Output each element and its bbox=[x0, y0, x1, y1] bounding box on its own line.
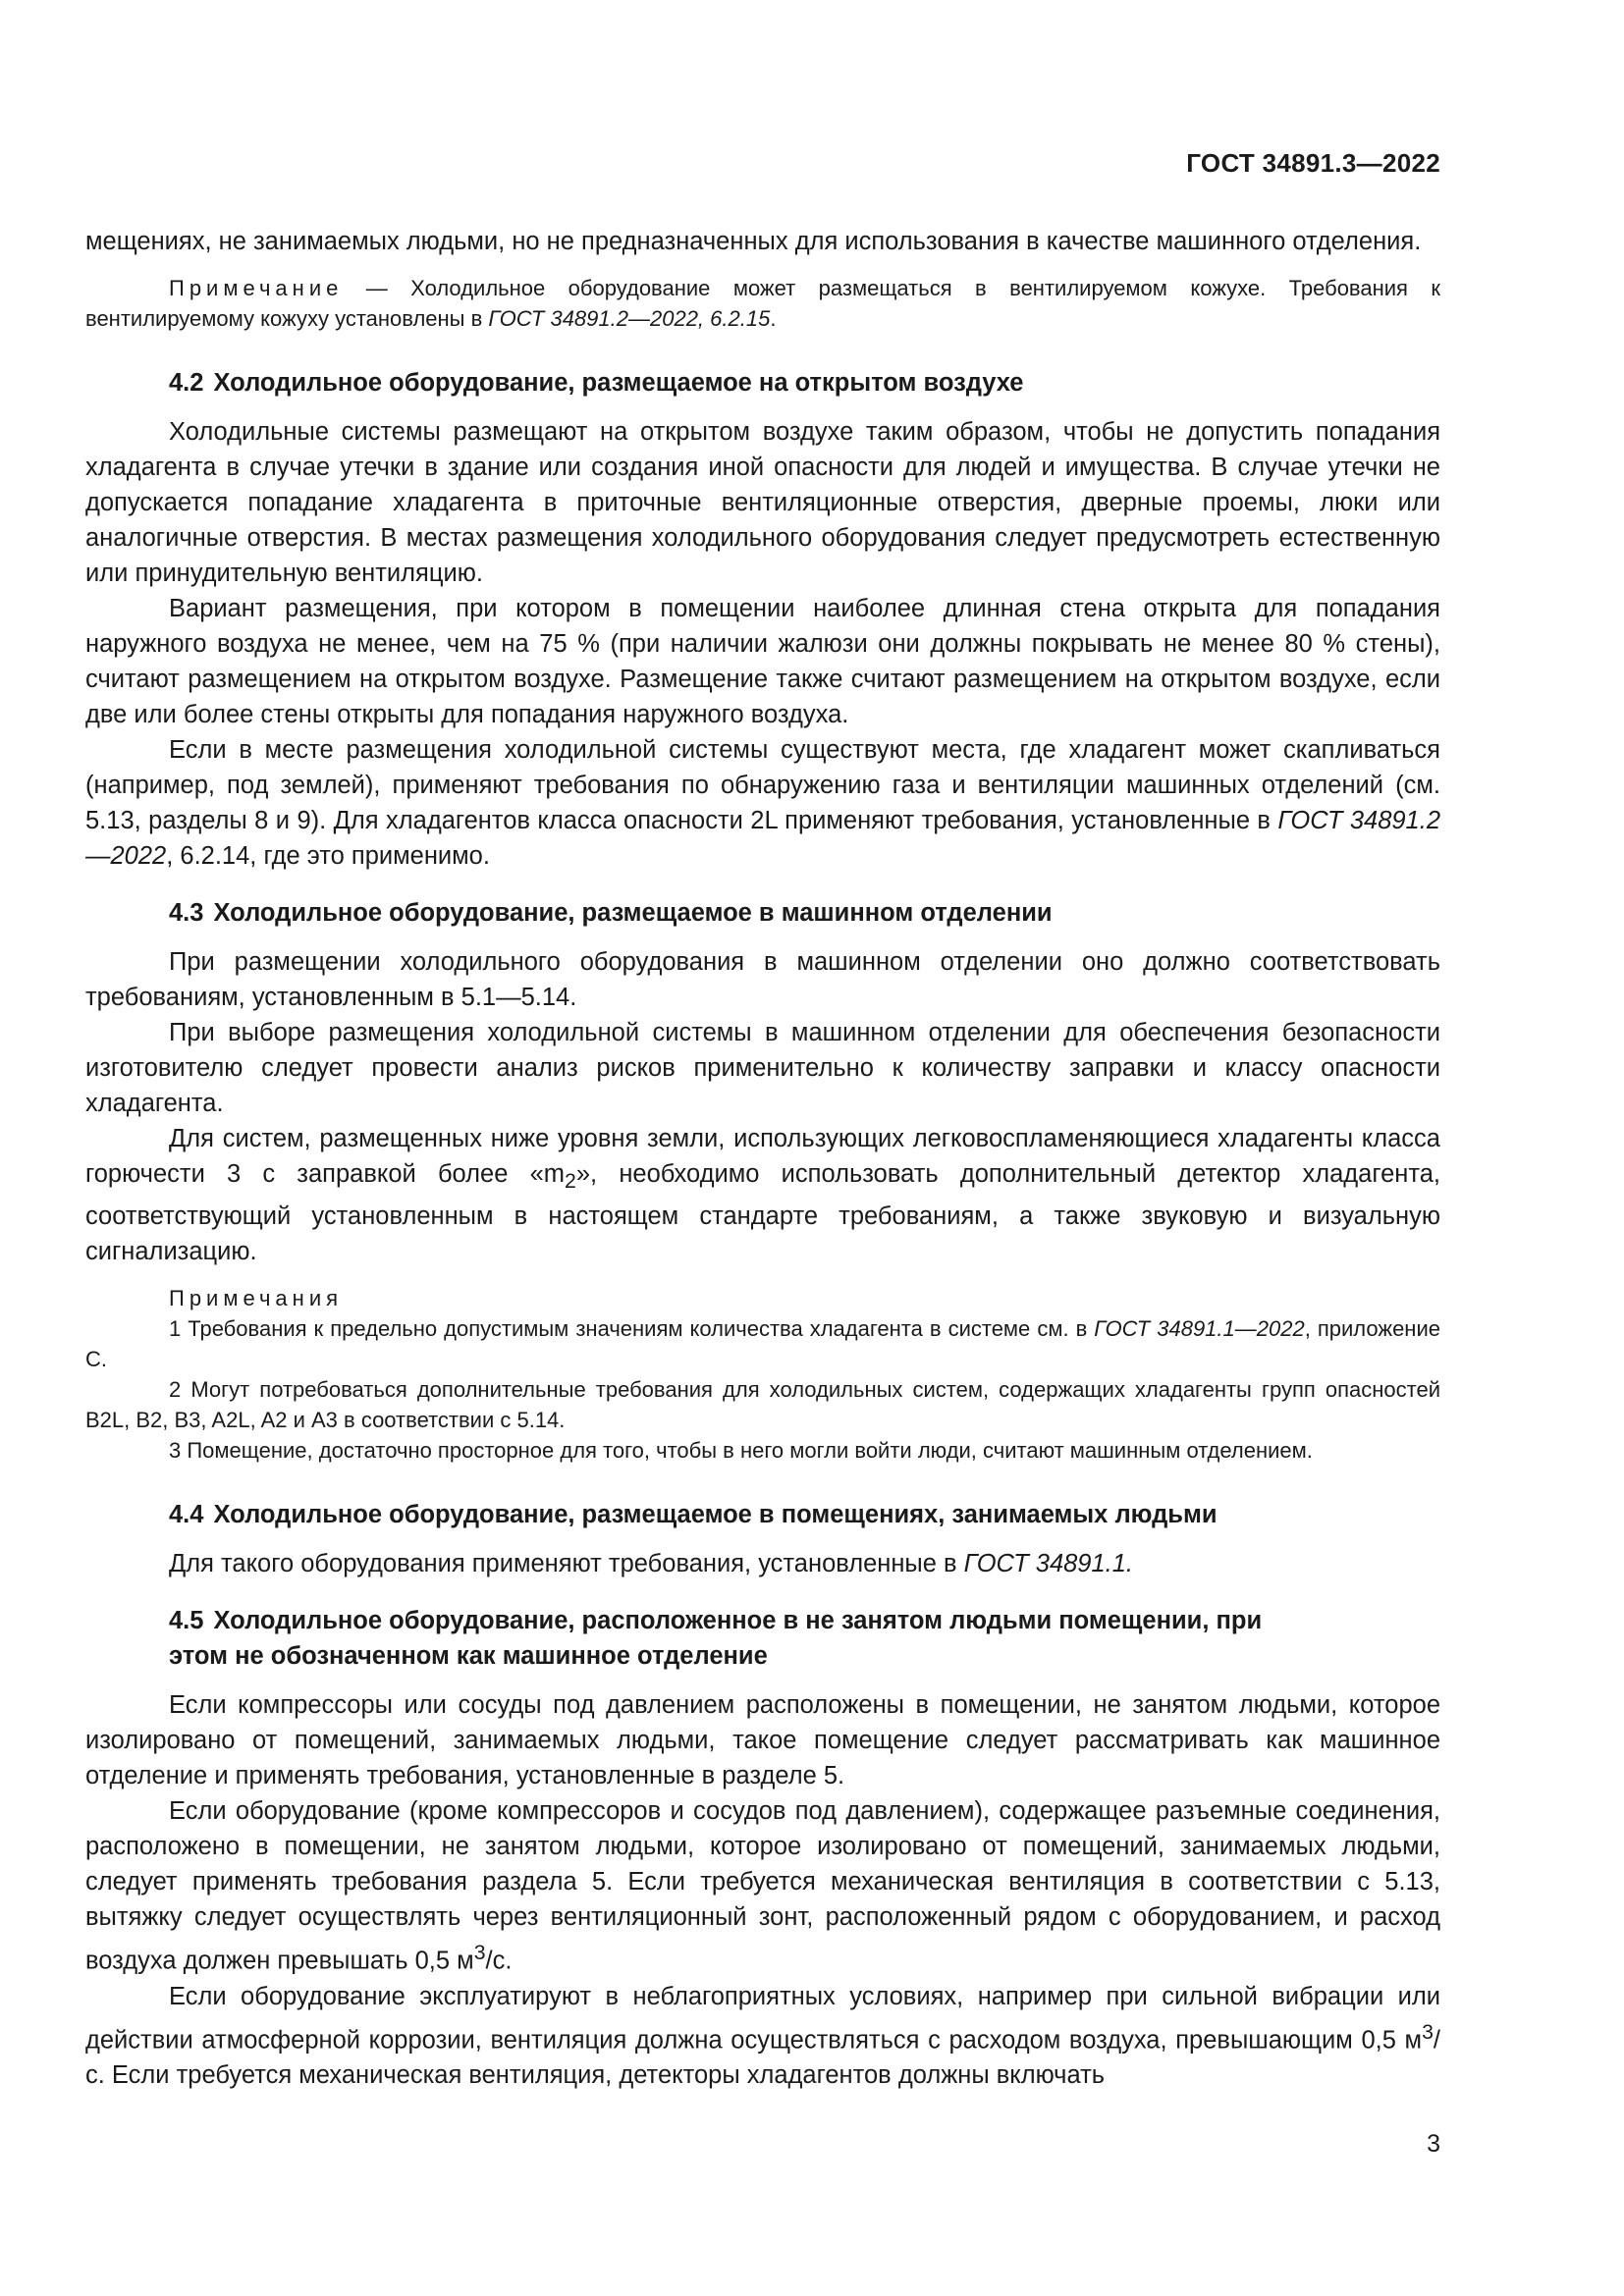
paragraph bbox=[85, 1546, 1440, 1581]
document-code-header: ГОСТ 34891.3—2022 bbox=[1186, 148, 1440, 178]
reference: ГОСТ 34891.2—2022 bbox=[85, 807, 1441, 870]
continuation-paragraph: мещениях, не занимаемых людьми, но не предназначенных для использования в качестве машинного отделения. bbox=[85, 228, 1422, 255]
text: Для систем, размещенных ниже уровня земли, использующих легковоспламеняющиеся хладагенты класса горючести 3 с заправкой более «m bbox=[85, 1125, 1440, 1188]
reference: ГОСТ 34891.1—2022 bbox=[1094, 1316, 1305, 1342]
note-item: 3 Помещение, достаточно просторное для того, чтобы в него могли войти люди, считают машинным отделением. bbox=[169, 1438, 1313, 1464]
paragraph: При выборе размещения холодильной системы в машинном отделении для обеспечения безопасности изготовителю следует провести анализ рисков применительно к количеству заправки и классу опасности хладагента. bbox=[85, 1019, 1440, 1117]
note-text-end: . bbox=[770, 306, 777, 331]
text: 1 Требования к предельно допустимым значениям количества хладагента в системе см. в bbox=[169, 1316, 1095, 1342]
text: Если в месте размещения холодильной системы существуют места, где хладагент может скапливаться (например, под землей), применяют требования по обнаружению газа и вентиляции машинных отделений (см. 5.13, разделы 8 и 9). Для хладагентов класса опасности 2L применяют требования, установленные в bbox=[85, 736, 1440, 834]
note-text: — Холодильное оборудование может размещаться в вентилируемом кожухе. Требования к вентилируемому кожуху установлены в bbox=[85, 276, 1440, 331]
text: Если оборудование эксплуатируют в неблагоприятных условиях, например при сильной вибрации или действии атмосферной коррозии, вентиляция должна осуществляться с расходом воздуха, превышающим 0,5 м bbox=[85, 1982, 1440, 2055]
text: », необходимо использовать дополнительный детектор хладагента, соответствующий установленным в настоящем стандарте требованиям, а также звуковую и визуальную сигнализацию. bbox=[85, 1160, 1440, 1266]
section-number: 4.2 bbox=[169, 369, 204, 397]
section-4-5-heading bbox=[85, 1603, 1440, 1674]
intro-note bbox=[85, 273, 1440, 334]
note-item bbox=[85, 1313, 1440, 1374]
paragraph: Вариант размещения, при котором в помещении наиболее длинная стена открыта для попадания наружного воздуха не менее, чем на 75 % (при наличии жалюзи они должны покрывать не менее 80 % стены), считают размещением на открытом воздухе. Размещение также считают размещением на открытом воздухе, если две или более стены открыты для попадания наружного воздуха. bbox=[85, 595, 1440, 728]
reference: ГОСТ 34891.1. bbox=[963, 1550, 1134, 1578]
text: /с. bbox=[485, 1947, 513, 1975]
paragraph bbox=[85, 732, 1440, 874]
section-title: Холодильное оборудование, размещаемое в машинном отделении bbox=[213, 899, 1053, 927]
section-4-2-heading bbox=[85, 365, 1440, 400]
paragraph: При размещении холодильного оборудования в машинном отделении оно должно соответствовать требованиям, установленным в 5.1—5.14. bbox=[85, 948, 1440, 1011]
paragraph bbox=[85, 1121, 1440, 1269]
paragraph: Холодильные системы размещают на открытом воздухе таким образом, чтобы не допустить попадания хладагента в случае утечки в здание или создания иной опасности для людей и имущества. В случае утечки не допускается попадание хладагента в приточные вентиляционные отверстия, дверные проемы, люки или аналогичные отверстия. В местах размещения холодильного оборудования следует предусмотреть естественную или принудительную вентиляцию. bbox=[85, 418, 1440, 587]
note-item: 2 Могут потребоваться дополнительные требования для холодильных систем, содержащих хладагенты групп опасностей B2L, B2, B3, A2L, A2 и A3 в соответствии с 5.14. bbox=[85, 1377, 1440, 1433]
paragraph bbox=[85, 1793, 1440, 1979]
page-number: 3 bbox=[1427, 2130, 1440, 2158]
superscript: 3 bbox=[473, 1941, 486, 1965]
document-page bbox=[85, 0, 1440, 2296]
notes-label-text: Примечания bbox=[169, 1286, 344, 1311]
text: Если оборудование (кроме компрессоров и сосудов под давлением), содержащее разъемные соединения, расположено в помещении, не занятом людьми, которое изолировано от помещений, занимаемых людьми, следует применять требования раздела 5. Если требуется механическая вентиляция в соответствии с 5.13, вытяжку следует осуществлять через вентиляционный зонт, расположенный рядом с оборудованием, и расход воздуха должен превышать 0,5 м bbox=[85, 1797, 1440, 1975]
text: , приложение С. bbox=[85, 1316, 1440, 1372]
section-title-cont: этом не обозначенном как машинное отделение bbox=[169, 1642, 768, 1671]
note-label: Примечание bbox=[169, 276, 344, 300]
section-title: Холодильное оборудование, расположенное в не занятом людьми помещении, при bbox=[213, 1607, 1263, 1635]
section-4-4-heading bbox=[85, 1497, 1440, 1532]
note-reference: ГОСТ 34891.2—2022, 6.2.15 bbox=[488, 306, 771, 331]
text: /с. Если требуется механическая вентиляция, детекторы хладагентов должны включать bbox=[85, 2026, 1440, 2090]
paragraph: Если компрессоры или сосуды под давлением расположены в помещении, не занятом людьми, которое изолировано от помещений, занимаемых людьми, такое помещение следует рассматривать как машинное отделение и применять требования, установленные в разделе 5. bbox=[85, 1691, 1440, 1790]
text: Для такого оборудования применяют требования, установленные в bbox=[169, 1550, 964, 1578]
section-4-3-heading bbox=[85, 895, 1440, 931]
superscript: 3 bbox=[1422, 2019, 1434, 2044]
paragraph bbox=[85, 1979, 1440, 2094]
section-number: 4.4 bbox=[169, 1501, 204, 1529]
section-number: 4.3 bbox=[169, 899, 204, 927]
section-number: 4.5 bbox=[169, 1607, 204, 1635]
section-title: Холодильное оборудование, размещаемое в помещениях, занимаемых людьми bbox=[213, 1501, 1218, 1529]
text: , 6.2.14, где это применимо. bbox=[166, 842, 490, 870]
section-title: Холодильное оборудование, размещаемое на открытом воздухе bbox=[213, 369, 1024, 397]
page-content bbox=[85, 224, 1440, 2093]
notes-label bbox=[85, 1283, 1440, 1313]
subscript: 2 bbox=[565, 1169, 576, 1194]
